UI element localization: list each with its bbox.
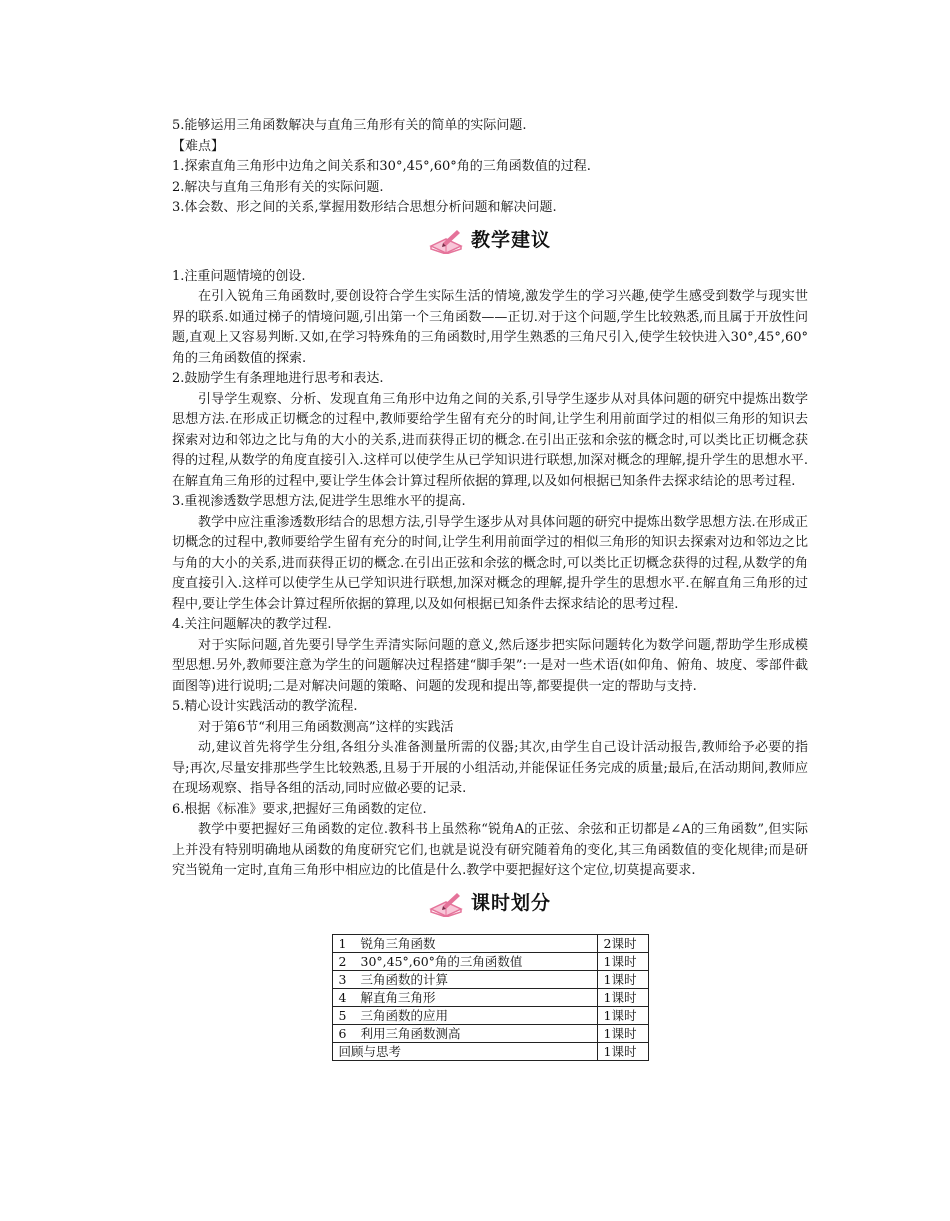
- book-pencil-icon: [429, 228, 463, 254]
- table-row: [332, 1006, 648, 1024]
- lesson-topic: 回顾与思考: [338, 1043, 402, 1059]
- advice-paragraph: 引导学生观察、分析、发现直角三角形中边角之间的关系,引导学生逐步从对具体问题的研究中提炼出数学思想方法.在形成正切概念的过程中,教师要给学生留有充分的时间,让学生利用前面学过的相似三角形的知识去探索对边和邻边之比与角的大小的关系,进而获得正切的概念.在引出正弦和余弦的概念时,可以类比正切概念获得的过程,从数学的角度直接引入.这样可以使学生从已学知识进行联想,加深对概念的理解,提升学生的思想水平.在解直角三角形的过程中,要让学生体会计算过程所依据的算理,以及如何根据已知条件去探求结论的思考过程.: [172, 391, 808, 489]
- lesson-hours: 1课时: [597, 970, 648, 988]
- difficulty-item: 2.解决与直角三角形有关的实际问题.: [172, 179, 384, 195]
- advice-paragraph: 对于实际问题,首先要引导学生弄清实际问题的意义,然后逐步把实际问题转化为数学问题,帮助学生形成模型思想.另外,教师要注意为学生的问题解决过程搭建“脚手架”:一是对一些术语(如仰角、俯角、坡度、零部件截面图等)进行说明;二是对解决问题的策略、问题的发现和提出等,都要提供一定的帮助与支持.: [172, 637, 808, 694]
- section-title: 课时划分: [470, 892, 551, 915]
- section-title: 教学建议: [470, 229, 551, 252]
- lesson-number: 6: [338, 1025, 347, 1041]
- advice-heading: 4.关注问题解决的教学过程.: [172, 617, 332, 632]
- book-pencil-icon: [429, 891, 463, 917]
- lesson-number: 2: [338, 953, 347, 969]
- advice-heading: 6.根据《标准》要求,把握好三角函数的定位.: [172, 801, 427, 817]
- advice-paragraph: 在引入锐角三角函数时,要创设符合学生实际生活的情境,激发学生的学习兴趣,使学生感受到数学与现实世界的联系.如通过梯子的情境问题,引出第一个三角函数——正切.对于这个问题,学生比较熟悉,而且属于开放性问题,直观上又容易判断.又如,在学习特殊角的三角函数时,用学生熟悉的三角尺引入,使学生较快进入30°,45°,60°角的三角函数值的探索.: [172, 289, 808, 366]
- advice-paragraph: 教学中应注重渗透数形结合的思想方法,引导学生逐步从对具体问题的研究中提炼出数学思想方法.在形成正切概念的过程中,教师要给学生留有充分的时间,让学生利用前面学过的相似三角形的知识去探索对边和邻边之比与角的大小的关系,进而获得正切的概念.在引出正弦和余弦的概念时,可以类比正切概念获得的过程,从数学的角度直接引入.这样可以使学生从已学知识进行联想,加深对概念的理解,提升学生的思想水平.在解直角三角形的过程中,要让学生体会计算过程所依据的算理,以及如何根据已知条件去探求结论的思考过程.: [172, 514, 808, 612]
- lesson-topic: 解直角三角形: [360, 989, 436, 1005]
- lesson-topic: 三角函数的应用: [360, 1007, 449, 1023]
- difficulty-label: 【难点】: [172, 138, 225, 154]
- lesson-hours: 1课时: [597, 952, 648, 970]
- advice-paragraph: 对于第6节“利用三角函数测高”这样的实践活: [198, 719, 454, 735]
- difficulty-item: 1.探索直角三角形中边角之间关系和30°,45°,60°角的三角函数值的过程.: [172, 159, 591, 174]
- section-heading-teaching-advice: [172, 221, 808, 261]
- table-row: [332, 934, 648, 952]
- table-row: [332, 1024, 648, 1042]
- advice-heading: 5.精心设计实践活动的教学流程.: [172, 699, 358, 714]
- lesson-topic: 三角函数的计算: [360, 971, 449, 987]
- advice-paragraph: 教学中要把握好三角函数的定位.教科书上虽然称“锐角A的正弦、余弦和正切都是∠A的三角函数”,但实际上并没有特别明确地从函数的角度研究它们,也就是说没有研究随着角的变化,其三角函数值的变化规律;而是研究当锐角一定时,直角三角形中相应边的比值是什么.教学中要把握好这个定位,切莫提高要求.: [172, 822, 808, 878]
- lesson-number: 1: [338, 935, 347, 951]
- lesson-hours: 2课时: [597, 934, 648, 952]
- table-row: [332, 970, 648, 988]
- lesson-number: 5: [338, 1007, 347, 1023]
- advice-heading: 3.重视渗透数学思想方法,促进学生思维水平的提高.: [172, 494, 466, 509]
- difficulty-item: 3.体会数、形之间的关系,掌握用数形结合思想分析问题和解决问题.: [172, 200, 557, 215]
- lesson-hours: 1课时: [597, 1042, 648, 1060]
- section-heading-schedule: [172, 884, 808, 924]
- lesson-topic: 锐角三角函数: [360, 935, 436, 951]
- document-page: [172, 116, 808, 1061]
- schedule-table: [332, 934, 649, 1061]
- lesson-hours: 1课时: [597, 988, 648, 1006]
- advice-heading: 2.鼓励学生有条理地进行思考和表达.: [172, 371, 384, 386]
- lesson-hours: 1课时: [597, 1006, 648, 1024]
- lesson-number: 3: [338, 971, 347, 987]
- advice-paragraph: 动,建议首先将学生分组,各组分头准备测量所需的仪器;其次,由学生自己设计活动报告,教师给予必要的指导;再次,尽量安排那些学生比较熟悉,且易于开展的小组活动,并能保证任务完成的质量;最后,在活动期间,教师应在现场观察、指导各组的活动,同时应做必要的记录.: [172, 740, 808, 796]
- table-row: [332, 988, 648, 1006]
- lesson-topic: 利用三角函数测高: [360, 1025, 461, 1041]
- table-row: [332, 1042, 648, 1060]
- intro-item-5: 5.能够运用三角函数解决与直角三角形有关的简单的实际问题.: [172, 118, 527, 133]
- advice-heading: 1.注重问题情境的创设.: [172, 268, 306, 284]
- lesson-number: 4: [338, 989, 347, 1005]
- lesson-topic: 30°,45°,60°角的三角函数值: [360, 953, 523, 969]
- lesson-hours: 1课时: [597, 1024, 648, 1042]
- table-row: [332, 952, 648, 970]
